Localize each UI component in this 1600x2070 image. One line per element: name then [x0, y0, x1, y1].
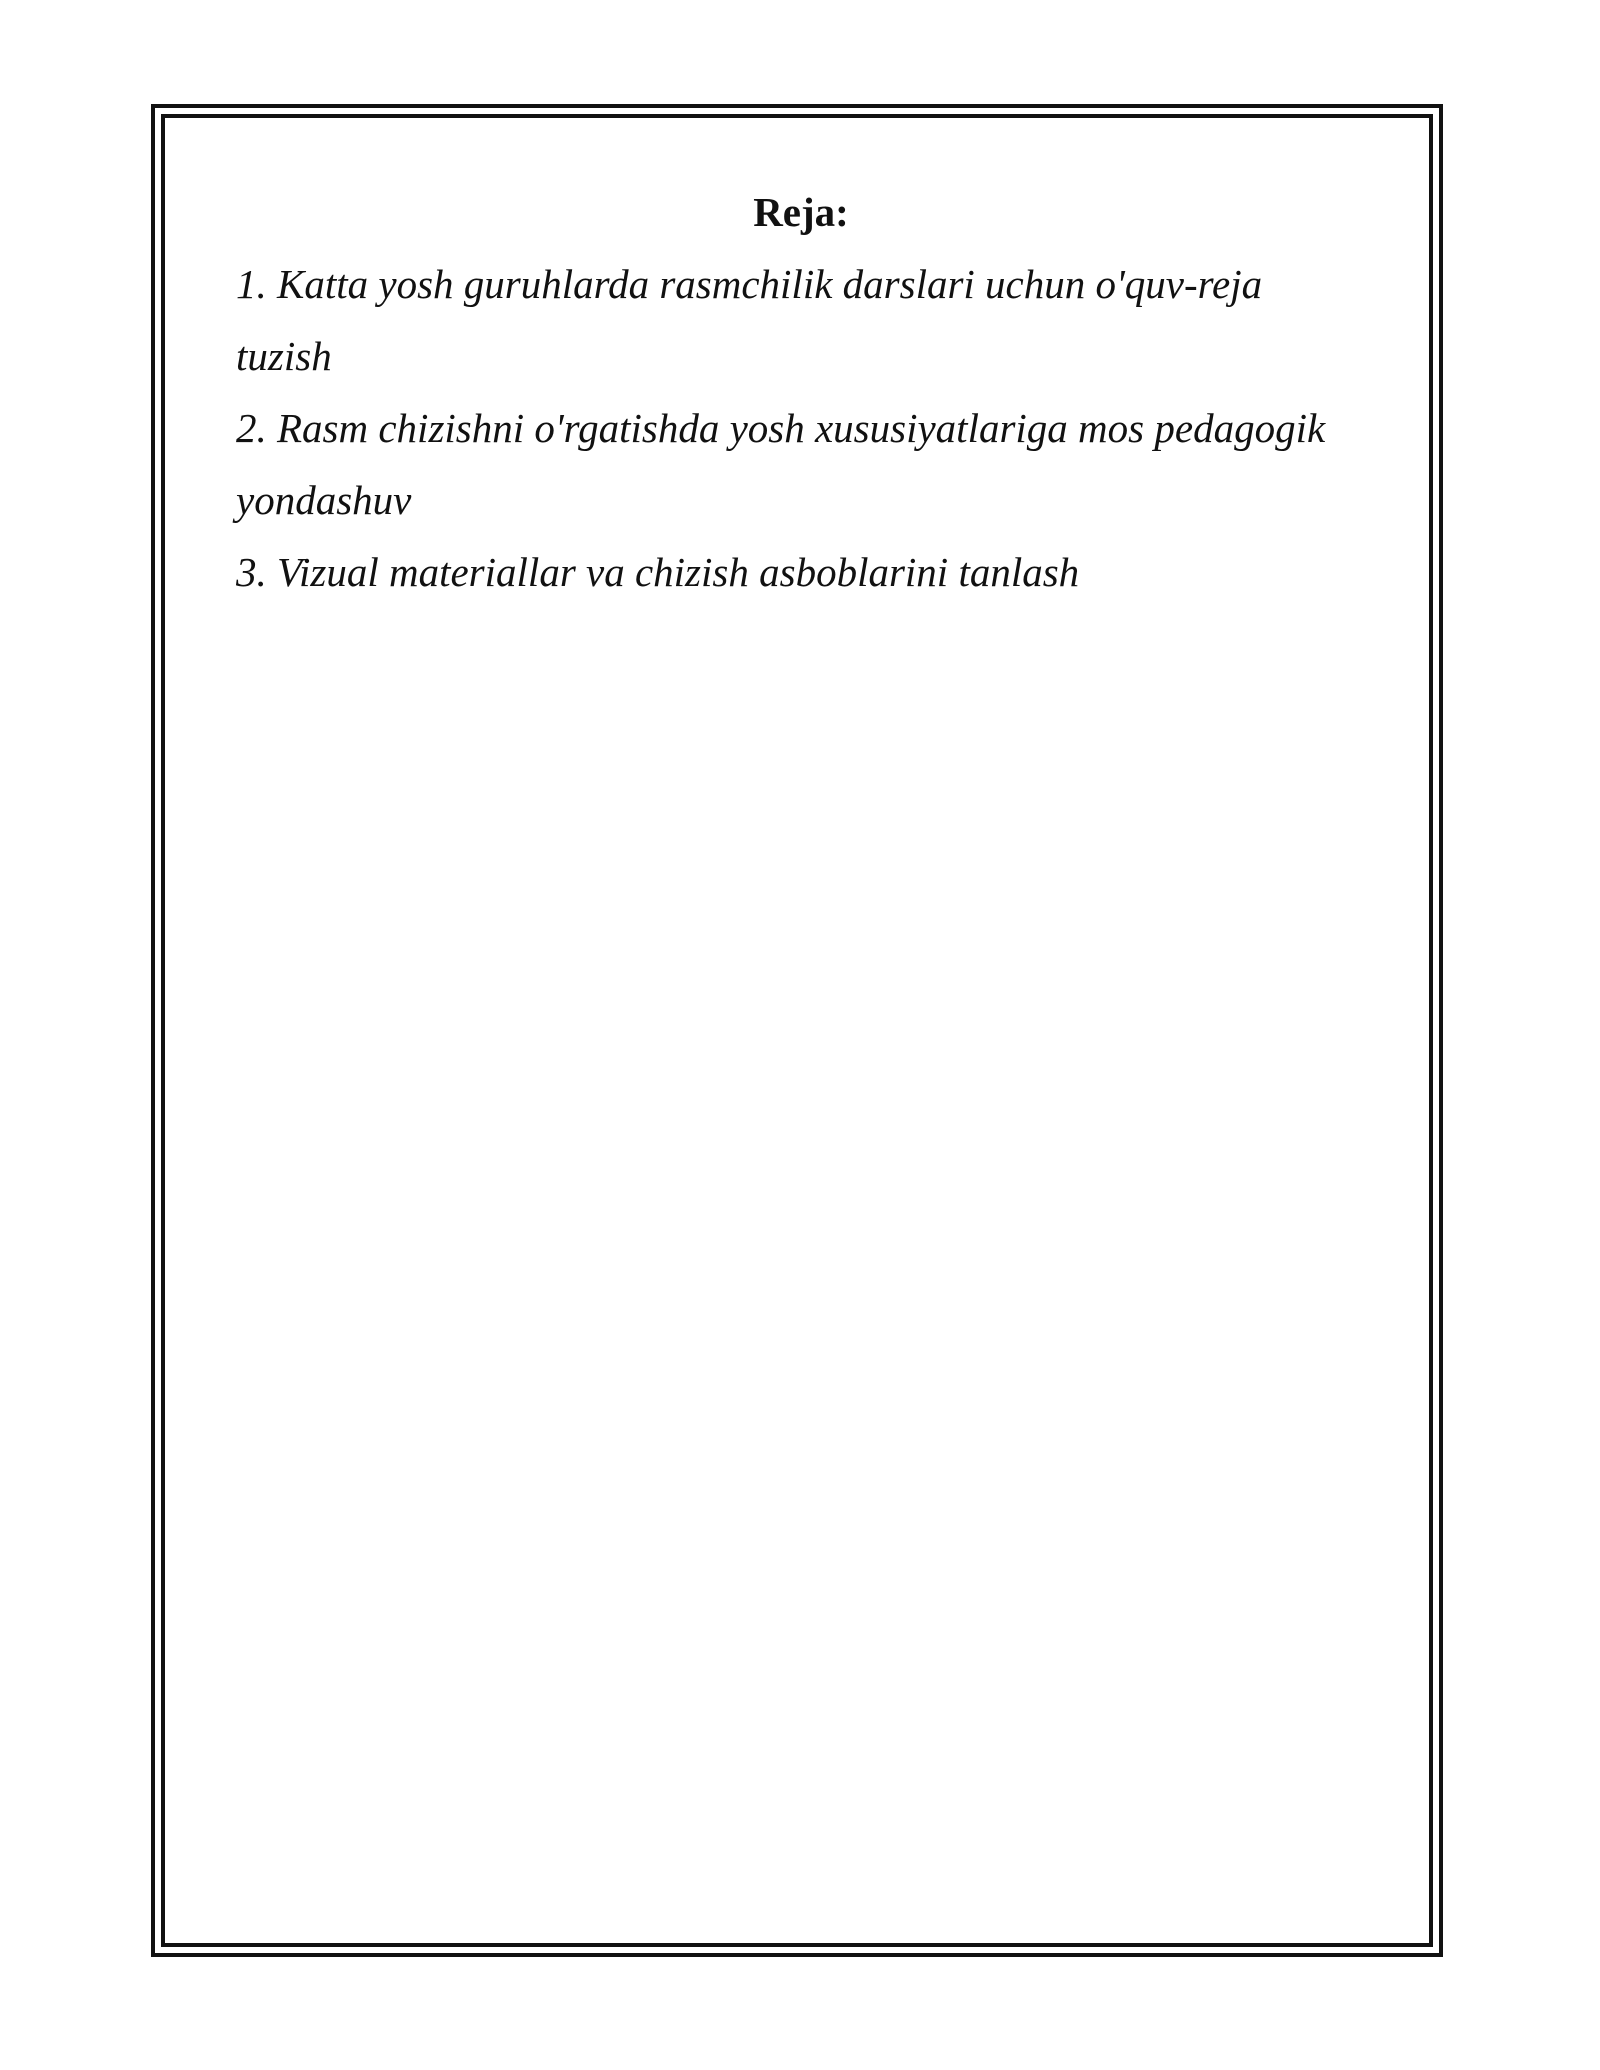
plan-item-1: 1. Katta yosh guruhlarda rasmchilik darslari uchun o'quv-reja tuzish: [236, 261, 1263, 379]
plan-list: [236, 248, 1356, 608]
plan-title: Reja:: [753, 189, 849, 235]
plan-item-3: 3. Vizual materiallar va chizish asboblarini tanlash: [236, 549, 1080, 595]
plan-item-2: 2. Rasm chizishni o'rgatishda yosh xususiyatlariga mos pedagogik yondashuv: [236, 405, 1326, 523]
page-content: [236, 185, 1356, 608]
